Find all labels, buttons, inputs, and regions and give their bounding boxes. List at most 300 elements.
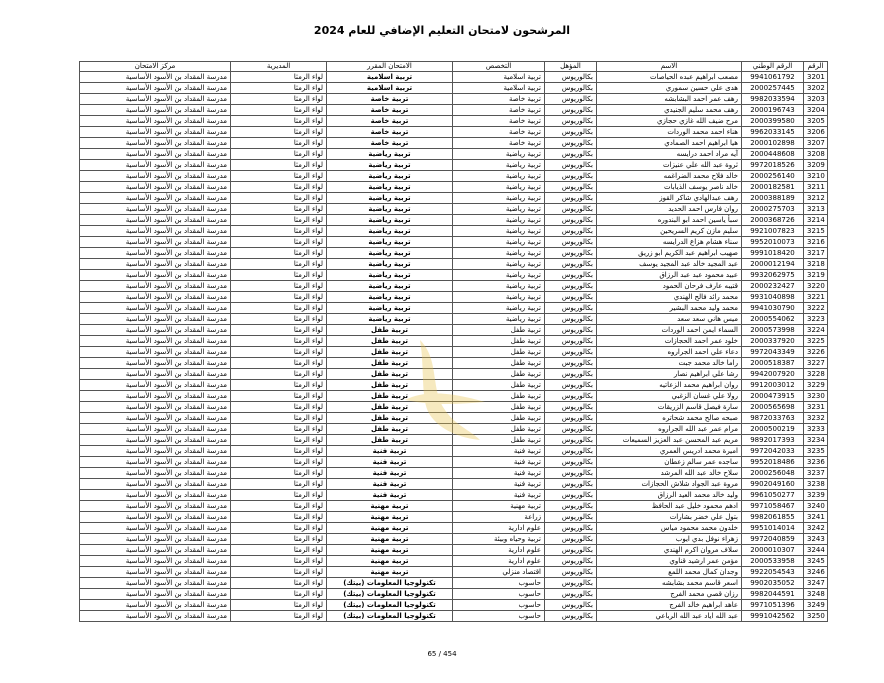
table-row — [80, 589, 828, 600]
qualification-cell: بكالوريوس — [545, 578, 597, 589]
candidate-name-cell: هدى علي حسين سموري — [597, 83, 742, 94]
qualification-cell: بكالوريوس — [545, 380, 597, 391]
table-row — [80, 149, 828, 160]
national-id-cell: 9922054543 — [742, 567, 804, 578]
table-row — [80, 534, 828, 545]
specialization-cell: تربية رياضية — [453, 171, 545, 182]
exam-center-cell: مدرسة المقداد بن الأسود الأساسية — [80, 534, 231, 545]
exam-subject-cell: تربية مهنية — [327, 534, 453, 545]
row-number-cell: 3231 — [804, 402, 828, 413]
exam-center-cell: مدرسة المقداد بن الأسود الأساسية — [80, 270, 231, 281]
qualification-cell: بكالوريوس — [545, 325, 597, 336]
exam-center-cell: مدرسة المقداد بن الأسود الأساسية — [80, 501, 231, 512]
national-id-cell: 9941061792 — [742, 72, 804, 83]
national-id-cell: 9982044591 — [742, 589, 804, 600]
exam-subject-cell: تربية مهنية — [327, 523, 453, 534]
qualification-cell: بكالوريوس — [545, 589, 597, 600]
exam-center-cell: مدرسة المقداد بن الأسود الأساسية — [80, 138, 231, 149]
specialization-cell: زراعة — [453, 512, 545, 523]
exam-subject-cell: تربية اسلامية — [327, 83, 453, 94]
exam-center-cell: مدرسة المقداد بن الأسود الأساسية — [80, 380, 231, 391]
header-qualification: المؤهل — [545, 62, 597, 72]
specialization-cell: تربية فنية — [453, 468, 545, 479]
specialization-cell: تربية رياضية — [453, 160, 545, 171]
candidate-name-cell: سناء هشام هزاع الدرايسه — [597, 237, 742, 248]
exam-center-cell: مدرسة المقداد بن الأسود الأساسية — [80, 127, 231, 138]
directorate-cell: لواء الرمثا — [231, 160, 327, 171]
directorate-cell: لواء الرمثا — [231, 193, 327, 204]
exam-subject-cell: تربية مهنية — [327, 501, 453, 512]
row-number-cell: 3244 — [804, 545, 828, 556]
specialization-cell: تربية رياضية — [453, 182, 545, 193]
directorate-cell: لواء الرمثا — [231, 391, 327, 402]
national-id-cell: 9941030790 — [742, 303, 804, 314]
exam-subject-cell: تربية طفل — [327, 325, 453, 336]
directorate-cell: لواء الرمثا — [231, 303, 327, 314]
row-number-cell: 3220 — [804, 281, 828, 292]
row-number-cell: 3203 — [804, 94, 828, 105]
directorate-cell: لواء الرمثا — [231, 314, 327, 325]
exam-subject-cell: تربية رياضية — [327, 226, 453, 237]
qualification-cell: بكالوريوس — [545, 292, 597, 303]
table-row — [80, 567, 828, 578]
national-id-cell: 2000473915 — [742, 391, 804, 402]
candidate-name-cell: هيا ابراهيم احمد الصمادي — [597, 138, 742, 149]
table-body — [80, 72, 828, 622]
candidate-name-cell: ساجده عمر سالم زعطان — [597, 457, 742, 468]
table-row — [80, 116, 828, 127]
qualification-cell: بكالوريوس — [545, 193, 597, 204]
directorate-cell: لواء الرمثا — [231, 479, 327, 490]
candidate-name-cell: خلدون محمد محمود مياس — [597, 523, 742, 534]
candidate-name-cell: خالد فلاح محمد الضراغمه — [597, 171, 742, 182]
national-id-cell: 2000012194 — [742, 259, 804, 270]
candidate-name-cell: رولا علي غسان الزغبي — [597, 391, 742, 402]
exam-subject-cell: تربية طفل — [327, 369, 453, 380]
exam-center-cell: مدرسة المقداد بن الأسود الأساسية — [80, 523, 231, 534]
table-row — [80, 578, 828, 589]
exam-center-cell: مدرسة المقداد بن الأسود الأساسية — [80, 479, 231, 490]
exam-center-cell: مدرسة المقداد بن الأسود الأساسية — [80, 600, 231, 611]
qualification-cell: بكالوريوس — [545, 567, 597, 578]
specialization-cell: تربية خاصة — [453, 127, 545, 138]
national-id-cell: 2000257445 — [742, 83, 804, 94]
candidate-name-cell: سارة فيصل قاسم الزريقات — [597, 402, 742, 413]
table-row — [80, 501, 828, 512]
national-id-cell: 2000196743 — [742, 105, 804, 116]
national-id-cell: 2000275703 — [742, 204, 804, 215]
national-id-cell: 9912003012 — [742, 380, 804, 391]
table-row — [80, 347, 828, 358]
directorate-cell: لواء الرمثا — [231, 578, 327, 589]
header-national-id: الرقم الوطني — [742, 62, 804, 72]
table-row — [80, 391, 828, 402]
national-id-cell: 2000518387 — [742, 358, 804, 369]
exam-subject-cell: تربية فنية — [327, 446, 453, 457]
exam-subject-cell: تربية خاصة — [327, 138, 453, 149]
qualification-cell: بكالوريوس — [545, 435, 597, 446]
header-specialization: التخصص — [453, 62, 545, 72]
qualification-cell: بكالوريوس — [545, 116, 597, 127]
national-id-cell: 9902035052 — [742, 578, 804, 589]
exam-subject-cell: تربية طفل — [327, 336, 453, 347]
specialization-cell: علوم ادارية — [453, 556, 545, 567]
row-number-cell: 3236 — [804, 457, 828, 468]
qualification-cell: بكالوريوس — [545, 160, 597, 171]
qualification-cell: بكالوريوس — [545, 105, 597, 116]
qualification-cell: بكالوريوس — [545, 358, 597, 369]
candidate-name-cell: وليد خالد محمد العيد الرزاق — [597, 490, 742, 501]
exam-subject-cell: تربية مهنية — [327, 567, 453, 578]
qualification-cell: بكالوريوس — [545, 204, 597, 215]
directorate-cell: لواء الرمثا — [231, 589, 327, 600]
national-id-cell: 2000448608 — [742, 149, 804, 160]
exam-center-cell: مدرسة المقداد بن الأسود الأساسية — [80, 413, 231, 424]
table-row — [80, 160, 828, 171]
specialization-cell: تربية خاصة — [453, 138, 545, 149]
specialization-cell: تربية فنية — [453, 490, 545, 501]
exam-center-cell: مدرسة المقداد بن الأسود الأساسية — [80, 72, 231, 83]
row-number-cell: 3232 — [804, 413, 828, 424]
specialization-cell: تربية رياضية — [453, 149, 545, 160]
exam-center-cell: مدرسة المقداد بن الأسود الأساسية — [80, 292, 231, 303]
row-number-cell: 3213 — [804, 204, 828, 215]
table-row — [80, 204, 828, 215]
row-number-cell: 3210 — [804, 171, 828, 182]
table-row — [80, 215, 828, 226]
row-number-cell: 3205 — [804, 116, 828, 127]
directorate-cell: لواء الرمثا — [231, 413, 327, 424]
qualification-cell: بكالوريوس — [545, 149, 597, 160]
exam-center-cell: مدرسة المقداد بن الأسود الأساسية — [80, 259, 231, 270]
directorate-cell: لواء الرمثا — [231, 523, 327, 534]
specialization-cell: تربية رياضية — [453, 292, 545, 303]
candidate-name-cell: خالد ناصر يوسف الذيابات — [597, 182, 742, 193]
qualification-cell: بكالوريوس — [545, 534, 597, 545]
qualification-cell: بكالوريوس — [545, 226, 597, 237]
exam-center-cell: مدرسة المقداد بن الأسود الأساسية — [80, 435, 231, 446]
specialization-cell: تربية رياضية — [453, 270, 545, 281]
directorate-cell: لواء الرمثا — [231, 281, 327, 292]
qualification-cell: بكالوريوس — [545, 479, 597, 490]
qualification-cell: بكالوريوس — [545, 336, 597, 347]
row-number-cell: 3201 — [804, 72, 828, 83]
qualification-cell: بكالوريوس — [545, 369, 597, 380]
specialization-cell: تربية رياضية — [453, 193, 545, 204]
qualification-cell: بكالوريوس — [545, 468, 597, 479]
row-number-cell: 3249 — [804, 600, 828, 611]
row-number-cell: 3226 — [804, 347, 828, 358]
specialization-cell: علوم ادارية — [453, 523, 545, 534]
national-id-cell: 9952018486 — [742, 457, 804, 468]
exam-center-cell: مدرسة المقداد بن الأسود الأساسية — [80, 490, 231, 501]
candidate-name-cell: مريم عبد المحسن عبد العزيز السميعات — [597, 435, 742, 446]
qualification-cell: بكالوريوس — [545, 182, 597, 193]
row-number-cell: 3230 — [804, 391, 828, 402]
directorate-cell: لواء الرمثا — [231, 600, 327, 611]
qualification-cell: بكالوريوس — [545, 347, 597, 358]
row-number-cell: 3215 — [804, 226, 828, 237]
directorate-cell: لواء الرمثا — [231, 292, 327, 303]
national-id-cell: 9942007920 — [742, 369, 804, 380]
national-id-cell: 2000565698 — [742, 402, 804, 413]
national-id-cell: 9892017393 — [742, 435, 804, 446]
qualification-cell: بكالوريوس — [545, 248, 597, 259]
table-row — [80, 556, 828, 567]
exam-center-cell: مدرسة المقداد بن الأسود الأساسية — [80, 556, 231, 567]
specialization-cell: تربية طفل — [453, 413, 545, 424]
national-id-cell: 2000500219 — [742, 424, 804, 435]
candidate-name-cell: صهيب ابراهيم عبد الكريم ابو زريق — [597, 248, 742, 259]
specialization-cell: حاسوب — [453, 611, 545, 622]
directorate-cell: لواء الرمثا — [231, 490, 327, 501]
table-row — [80, 94, 828, 105]
candidate-name-cell: اميرة محمد ادريس العمري — [597, 446, 742, 457]
candidate-name-cell: مروة عبد الجواد شلاش الحجازات — [597, 479, 742, 490]
national-id-cell: 2000399580 — [742, 116, 804, 127]
national-id-cell: 2000368726 — [742, 215, 804, 226]
specialization-cell: حاسوب — [453, 578, 545, 589]
row-number-cell: 3228 — [804, 369, 828, 380]
candidate-name-cell: سليم مازن كريم السريحين — [597, 226, 742, 237]
exam-center-cell: مدرسة المقداد بن الأسود الأساسية — [80, 347, 231, 358]
row-number-cell: 3219 — [804, 270, 828, 281]
table-header-row — [80, 62, 828, 72]
qualification-cell: بكالوريوس — [545, 72, 597, 83]
directorate-cell: لواء الرمثا — [231, 204, 327, 215]
specialization-cell: تربية خاصة — [453, 94, 545, 105]
national-id-cell: 2000232427 — [742, 281, 804, 292]
candidate-name-cell: مرام عمر عبد الله الجراروه — [597, 424, 742, 435]
national-id-cell: 9972042033 — [742, 446, 804, 457]
exam-center-cell: مدرسة المقداد بن الأسود الأساسية — [80, 171, 231, 182]
header-directorate: المديرية — [231, 62, 327, 72]
specialization-cell: تربية رياضية — [453, 204, 545, 215]
national-id-cell: 9982061855 — [742, 512, 804, 523]
directorate-cell: لواء الرمثا — [231, 567, 327, 578]
national-id-cell: 2000256048 — [742, 468, 804, 479]
exam-subject-cell: تربية خاصة — [327, 94, 453, 105]
row-number-cell: 3206 — [804, 127, 828, 138]
specialization-cell: تربية رياضية — [453, 281, 545, 292]
specialization-cell: تربية اسلامية — [453, 83, 545, 94]
directorate-cell: لواء الرمثا — [231, 358, 327, 369]
row-number-cell: 3217 — [804, 248, 828, 259]
candidate-name-cell: عبد الله اياد عبد الله الرباعي — [597, 611, 742, 622]
exam-subject-cell: تربية مهنية — [327, 556, 453, 567]
qualification-cell: بكالوريوس — [545, 83, 597, 94]
table-row — [80, 314, 828, 325]
table-row — [80, 248, 828, 259]
exam-center-cell: مدرسة المقداد بن الأسود الأساسية — [80, 193, 231, 204]
table-row — [80, 182, 828, 193]
exam-center-cell: مدرسة المقداد بن الأسود الأساسية — [80, 567, 231, 578]
table-row — [80, 358, 828, 369]
directorate-cell: لواء الرمثا — [231, 402, 327, 413]
exam-center-cell: مدرسة المقداد بن الأسود الأساسية — [80, 424, 231, 435]
candidate-name-cell: راما خالد محمد جبت — [597, 358, 742, 369]
specialization-cell: تربية طفل — [453, 380, 545, 391]
national-id-cell: 2000554062 — [742, 314, 804, 325]
exam-center-cell: مدرسة المقداد بن الأسود الأساسية — [80, 578, 231, 589]
candidate-name-cell: سلاح خالد عبد الله المرشد — [597, 468, 742, 479]
national-id-cell: 2000337920 — [742, 336, 804, 347]
national-id-cell: 2000533958 — [742, 556, 804, 567]
table-row — [80, 281, 828, 292]
specialization-cell: تربية طفل — [453, 347, 545, 358]
page-number: 65 / 454 — [427, 650, 457, 658]
exam-center-cell: مدرسة المقداد بن الأسود الأساسية — [80, 314, 231, 325]
qualification-cell: بكالوريوس — [545, 424, 597, 435]
candidate-name-cell: قتيبه عارف فرحان الحمود — [597, 281, 742, 292]
national-id-cell: 9971058467 — [742, 501, 804, 512]
exam-center-cell: مدرسة المقداد بن الأسود الأساسية — [80, 237, 231, 248]
specialization-cell: تربية طفل — [453, 325, 545, 336]
candidate-name-cell: رشا علي ابراهيم نصار — [597, 369, 742, 380]
page-title: المرشحون لامتحان التعليم الإضافي للعام 2024 — [313, 24, 571, 37]
exam-subject-cell: تربية رياضية — [327, 182, 453, 193]
table-row — [80, 600, 828, 611]
candidate-name-cell: روان ابراهيم محمد الزعاتيه — [597, 380, 742, 391]
table-row — [80, 380, 828, 391]
qualification-cell: بكالوريوس — [545, 215, 597, 226]
exam-center-cell: مدرسة المقداد بن الأسود الأساسية — [80, 325, 231, 336]
candidate-name-cell: السماء ايمن احمد الوردات — [597, 325, 742, 336]
directorate-cell: لواء الرمثا — [231, 545, 327, 556]
national-id-cell: 9991018420 — [742, 248, 804, 259]
row-number-cell: 3225 — [804, 336, 828, 347]
qualification-cell: بكالوريوس — [545, 270, 597, 281]
candidate-name-cell: ادهم محمود خليل عبد الحافظ — [597, 501, 742, 512]
row-number-cell: 3211 — [804, 182, 828, 193]
qualification-cell: بكالوريوس — [545, 512, 597, 523]
qualification-cell: بكالوريوس — [545, 523, 597, 534]
directorate-cell: لواء الرمثا — [231, 171, 327, 182]
directorate-cell: لواء الرمثا — [231, 457, 327, 468]
table-row — [80, 193, 828, 204]
row-number-cell: 3223 — [804, 314, 828, 325]
table-row — [80, 468, 828, 479]
qualification-cell: بكالوريوس — [545, 94, 597, 105]
exam-center-cell: مدرسة المقداد بن الأسود الأساسية — [80, 149, 231, 160]
exam-subject-cell: تكنولوجيا المعلومات (بيتك) — [327, 589, 453, 600]
exam-center-cell: مدرسة المقداد بن الأسود الأساسية — [80, 160, 231, 171]
exam-center-cell: مدرسة المقداد بن الأسود الأساسية — [80, 457, 231, 468]
national-id-cell: 9931040898 — [742, 292, 804, 303]
directorate-cell: لواء الرمثا — [231, 248, 327, 259]
qualification-cell: بكالوريوس — [545, 490, 597, 501]
candidate-name-cell: سبأ ياسين احمد ابو البندوره — [597, 215, 742, 226]
table-row — [80, 424, 828, 435]
exam-subject-cell: تربية رياضية — [327, 215, 453, 226]
national-id-cell: 2000388189 — [742, 193, 804, 204]
row-number-cell: 3250 — [804, 611, 828, 622]
exam-subject-cell: تربية طفل — [327, 435, 453, 446]
candidate-name-cell: ميس هاني سعد سعد — [597, 314, 742, 325]
exam-subject-cell: تربية رياضية — [327, 248, 453, 259]
table-row — [80, 171, 828, 182]
national-id-cell: 9972040859 — [742, 534, 804, 545]
candidate-name-cell: زهراء نوفل بدي ايوب — [597, 534, 742, 545]
specialization-cell: تربية اسلامية — [453, 72, 545, 83]
qualification-cell: بكالوريوس — [545, 501, 597, 512]
specialization-cell: تربية طفل — [453, 358, 545, 369]
exam-subject-cell: تربية رياضية — [327, 281, 453, 292]
qualification-cell: بكالوريوس — [545, 556, 597, 567]
exam-center-cell: مدرسة المقداد بن الأسود الأساسية — [80, 545, 231, 556]
specialization-cell: تربية فنية — [453, 479, 545, 490]
row-number-cell: 3221 — [804, 292, 828, 303]
exam-center-cell: مدرسة المقداد بن الأسود الأساسية — [80, 182, 231, 193]
table-row — [80, 237, 828, 248]
national-id-cell: 2000182581 — [742, 182, 804, 193]
table-row — [80, 303, 828, 314]
table-row — [80, 292, 828, 303]
specialization-cell: حاسوب — [453, 589, 545, 600]
qualification-cell: بكالوريوس — [545, 127, 597, 138]
exam-center-cell: مدرسة المقداد بن الأسود الأساسية — [80, 226, 231, 237]
national-id-cell: 9972018526 — [742, 160, 804, 171]
exam-subject-cell: تربية مهنية — [327, 545, 453, 556]
specialization-cell: تربية طفل — [453, 424, 545, 435]
specialization-cell: تربية رياضية — [453, 259, 545, 270]
exam-center-cell: مدرسة المقداد بن الأسود الأساسية — [80, 94, 231, 105]
national-id-cell: 9961050277 — [742, 490, 804, 501]
directorate-cell: لواء الرمثا — [231, 534, 327, 545]
row-number-cell: 3218 — [804, 259, 828, 270]
exam-subject-cell: تربية طفل — [327, 391, 453, 402]
exam-center-cell: مدرسة المقداد بن الأسود الأساسية — [80, 116, 231, 127]
header-exam: الامتحان المقرر — [327, 62, 453, 72]
row-number-cell: 3229 — [804, 380, 828, 391]
row-number-cell: 3241 — [804, 512, 828, 523]
candidate-name-cell: بتول علي خضر بشارات — [597, 512, 742, 523]
directorate-cell: لواء الرمثا — [231, 72, 327, 83]
row-number-cell: 3233 — [804, 424, 828, 435]
row-number-cell: 3224 — [804, 325, 828, 336]
exam-subject-cell: تربية رياضية — [327, 160, 453, 171]
exam-center-cell: مدرسة المقداد بن الأسود الأساسية — [80, 468, 231, 479]
exam-center-cell: مدرسة المقداد بن الأسود الأساسية — [80, 281, 231, 292]
national-id-cell: 9951014014 — [742, 523, 804, 534]
qualification-cell: بكالوريوس — [545, 237, 597, 248]
exam-subject-cell: تربية فنية — [327, 490, 453, 501]
row-number-cell: 3212 — [804, 193, 828, 204]
directorate-cell: لواء الرمثا — [231, 446, 327, 457]
directorate-cell: لواء الرمثا — [231, 138, 327, 149]
row-number-cell: 3209 — [804, 160, 828, 171]
exam-subject-cell: تربية رياضية — [327, 237, 453, 248]
directorate-cell: لواء الرمثا — [231, 105, 327, 116]
candidate-name-cell: مؤمن عمر ارشيد قناوي — [597, 556, 742, 567]
specialization-cell: تربية خاصة — [453, 105, 545, 116]
qualification-cell: بكالوريوس — [545, 138, 597, 149]
exam-subject-cell: تربية رياضية — [327, 314, 453, 325]
qualification-cell: بكالوريوس — [545, 303, 597, 314]
directorate-cell: لواء الرمثا — [231, 94, 327, 105]
exam-subject-cell: تربية رياضية — [327, 292, 453, 303]
exam-center-cell: مدرسة المقداد بن الأسود الأساسية — [80, 105, 231, 116]
candidate-name-cell: دعاء علي احمد الجراروه — [597, 347, 742, 358]
directorate-cell: لواء الرمثا — [231, 116, 327, 127]
candidate-name-cell: مرح ضيف الله غازي حجازي — [597, 116, 742, 127]
row-number-cell: 3239 — [804, 490, 828, 501]
table-row — [80, 523, 828, 534]
exam-subject-cell: تربية رياضية — [327, 193, 453, 204]
directorate-cell: لواء الرمثا — [231, 512, 327, 523]
candidate-name-cell: مصعب ابراهيم عبده الحياصات — [597, 72, 742, 83]
national-id-cell: 9971051396 — [742, 600, 804, 611]
